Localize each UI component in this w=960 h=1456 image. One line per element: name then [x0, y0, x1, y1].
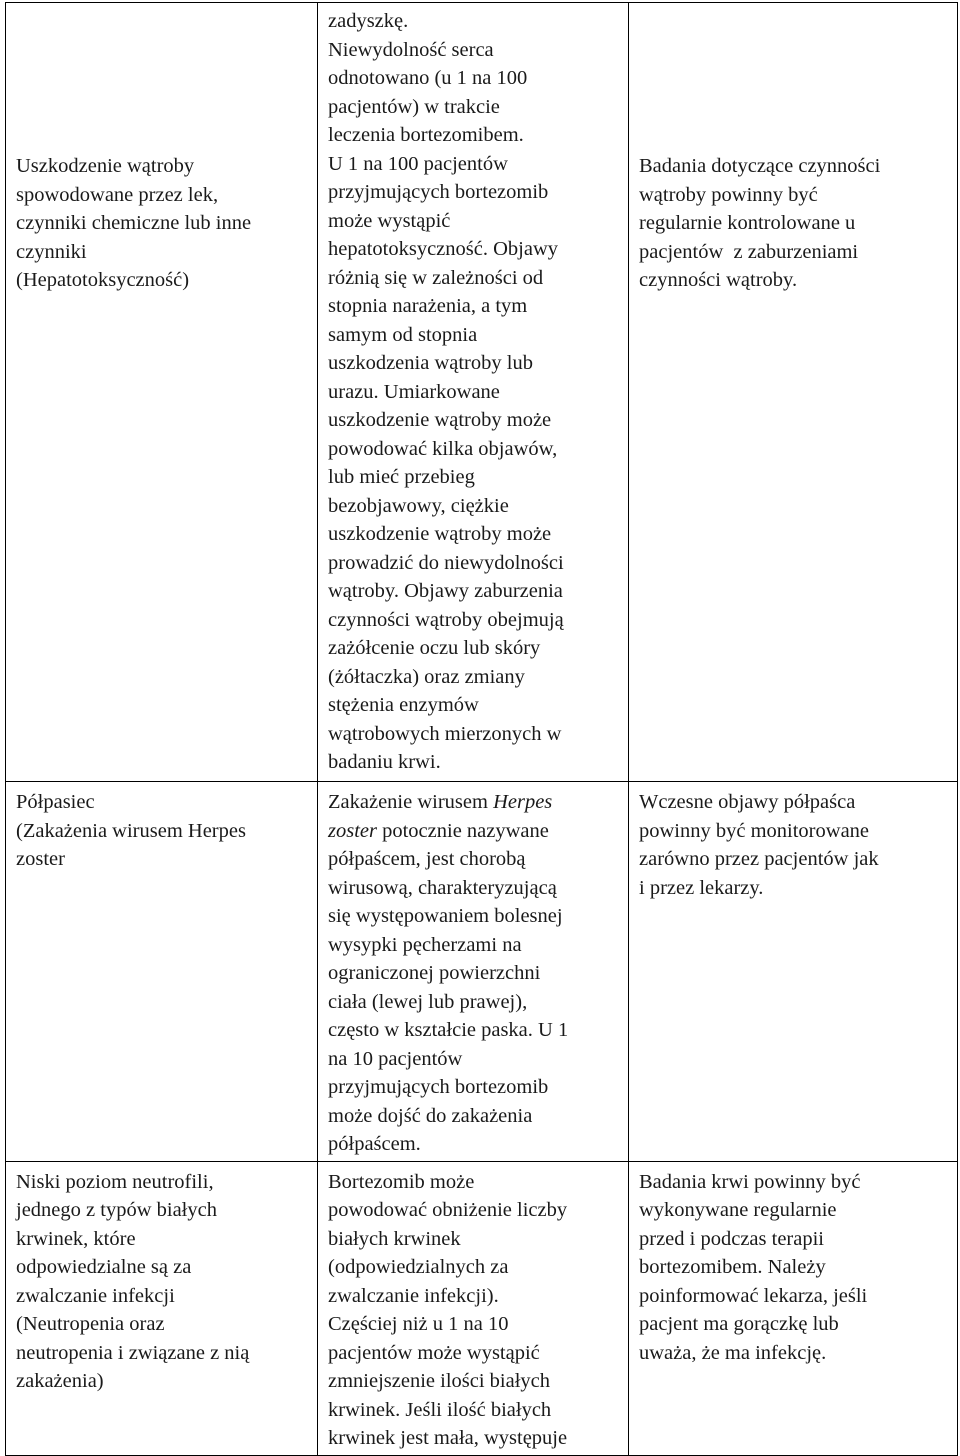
text-line: bezobjawowy, ciężkie: [328, 494, 509, 517]
text-line: odpowiedzialne są za: [16, 1256, 192, 1278]
text-line: przyjmujących bortezomib: [328, 1076, 549, 1098]
text-line: poinformować lekarza, jeśli: [639, 1284, 868, 1307]
description-cell: [318, 1161, 629, 1455]
text-line: półpaścem, jest chorobą: [328, 848, 526, 870]
text-line: prowadzić do niewydolności: [328, 551, 564, 574]
text-line: zwalczanie infekcji).: [328, 1284, 499, 1307]
text-line: powinny być monitorowane: [639, 819, 870, 842]
text-line: jednego z typów białych: [16, 1199, 217, 1221]
text-line: stężenia enzymów: [328, 694, 479, 716]
text-line: wątrobowych mierzonych w: [328, 722, 562, 745]
text-line: krwinek jest mała, występuje: [328, 1427, 568, 1449]
text-line: Bortezomib może: [328, 1170, 475, 1193]
text-line: Niski poziom neutrofili,: [16, 1170, 214, 1193]
action-cell: [629, 1161, 958, 1455]
text-line: Badania krwi powinny być: [639, 1170, 861, 1193]
text-line: stopnia narażenia, a tym: [328, 295, 528, 317]
text-line: uszkodzenie wątroby może: [328, 409, 552, 431]
text-line: zoster: [16, 848, 65, 870]
text-line: (Zakażenia wirusem Herpes: [16, 819, 246, 842]
text-line: czynności wątroby.: [639, 269, 798, 291]
text-line: uszkodzenia wątroby lub: [328, 352, 533, 374]
text-line: Niewydolność serca: [328, 38, 494, 61]
text-line: się występowaniem bolesnej: [328, 905, 563, 927]
text-line: urazu. Umiarkowane: [328, 380, 500, 403]
text-line: (Neutropenia oraz: [16, 1313, 165, 1335]
text-fragment: Zakażenie wirusem: [328, 791, 494, 813]
text-line: ograniczonej powierzchni: [328, 962, 541, 984]
text-line: zmniejszenie ilości białych: [328, 1370, 551, 1392]
text-line: czynniki chemiczne lub inne: [16, 212, 252, 234]
text-line: ciała (lewej lub prawej),: [328, 990, 528, 1013]
condition-cell: [6, 3, 318, 782]
table-row-neutropenia: [6, 1161, 958, 1455]
text-line: Częściej niż u 1 na 10: [328, 1313, 509, 1335]
text-line: (odpowiedzialnych za: [328, 1256, 509, 1278]
italic-term: Herpes: [493, 791, 553, 813]
text-line: (Hepatotoksyczność): [16, 269, 190, 291]
text-line: lub mieć przebieg: [328, 466, 475, 488]
text-line: Wczesne objawy półpaśca: [639, 791, 856, 813]
condition-cell: [6, 1161, 318, 1455]
text-fragment: potocznie nazywane: [376, 819, 549, 842]
text-line: zażółcenie oczu lub skóry: [328, 637, 541, 659]
action-cell: [629, 3, 958, 782]
text-line: może wystąpić: [328, 209, 451, 232]
text-line: wysypki pęcherzami na: [328, 933, 522, 956]
text-line: uszkodzenie wątroby może: [328, 523, 552, 545]
text-line: często w kształcie paska. U 1: [328, 1019, 569, 1041]
text-line: samym od stopnia: [328, 323, 478, 346]
text-line: odnotowano (u 1 na 100: [328, 67, 528, 89]
text-line: uważa, że ma infekcję.: [639, 1341, 827, 1364]
text-line: (żółtaczka) oraz zmiany: [328, 665, 525, 688]
text-line: powodować kilka objawów,: [328, 437, 558, 460]
text-line: krwinek. Jeśli ilość białych: [328, 1398, 552, 1421]
text-line: zakażenia): [16, 1370, 104, 1392]
text-line: regularnie kontrolowane u: [639, 212, 856, 234]
text-line: półpaścem.: [328, 1133, 421, 1155]
text-line: przyjmujących bortezomib: [328, 181, 549, 203]
text-line: badaniu krwi.: [328, 751, 441, 773]
text-line: wykonywane regularnie: [639, 1199, 837, 1221]
text-line: Uszkodzenie wątroby: [16, 155, 195, 177]
text-line: neutropenia i związane z nią: [16, 1341, 250, 1364]
text-line: pacjent ma gorączkę lub: [639, 1313, 839, 1335]
text-line: pacjentów może wystąpić: [328, 1341, 540, 1364]
text-line: bortezomibem. Należy: [639, 1256, 826, 1278]
description-cell: [318, 3, 629, 782]
description-cell: [318, 782, 629, 1162]
text-line: czynniki: [16, 240, 87, 263]
text-line: pacjentów z zaburzeniami: [639, 240, 859, 263]
text-line: [328, 817, 620, 846]
text-line: pacjentów) w trakcie: [328, 95, 500, 118]
text-line: [328, 788, 620, 817]
text-line: i przez lekarzy.: [639, 876, 764, 899]
text-line: wątroby. Objawy zaburzenia: [328, 580, 563, 602]
text-line: hepatotoksyczność. Objawy: [328, 238, 558, 260]
text-line: może dojść do zakażenia: [328, 1104, 533, 1127]
table-row-hepatotoxicity: [6, 3, 958, 782]
text-line: przed i podczas terapii: [639, 1227, 824, 1250]
text-line: U 1 na 100 pacjentów: [328, 152, 508, 175]
text-line: zadyszkę.: [328, 10, 409, 32]
side-effects-table: [5, 2, 958, 1456]
text-line: leczenia bortezomibem.: [328, 124, 524, 146]
text-line: Badania dotyczące czynności: [639, 155, 881, 177]
text-line: czynności wątroby obejmują: [328, 608, 564, 631]
condition-cell: [6, 782, 318, 1162]
table-row-herpes-zoster: [6, 782, 958, 1162]
text-line: zwalczanie infekcji: [16, 1284, 175, 1307]
text-line: krwinek, które: [16, 1227, 136, 1250]
text-line: wątroby powinny być: [639, 183, 818, 206]
action-cell: [629, 782, 958, 1162]
text-line: wirusową, charakteryzującą: [328, 876, 557, 899]
text-line: na 10 pacjentów: [328, 1047, 463, 1070]
text-line: powodować obniżenie liczby: [328, 1199, 568, 1221]
text-line: spowodowane przez lek,: [16, 183, 219, 206]
text-line: Półpasiec: [16, 791, 95, 813]
text-line: białych krwinek: [328, 1227, 461, 1250]
text-line: różnią się w zależności od: [328, 266, 544, 289]
italic-term: zoster: [328, 819, 377, 842]
text-line: zarówno przez pacjentów jak: [639, 848, 879, 870]
